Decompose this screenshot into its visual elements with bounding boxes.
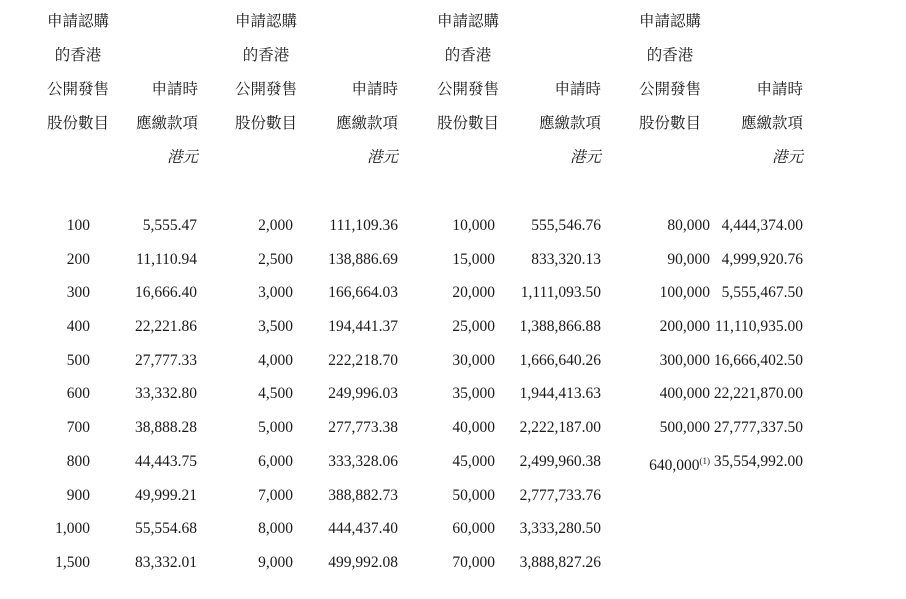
shares-cell: 400 bbox=[66, 318, 90, 336]
amount-cell: 33,332.80 bbox=[135, 385, 197, 403]
shares-header-1: 申請認購 的香港 公開發售 股份數目 bbox=[46, 12, 109, 132]
amount-cell: 444,437.40 bbox=[328, 520, 398, 538]
shares-cell: 8,000 bbox=[258, 520, 293, 538]
shares-cell: 5,000 bbox=[258, 419, 293, 437]
shares-cell: 400,000 bbox=[659, 385, 710, 403]
shares-cell: 300 bbox=[66, 284, 90, 302]
shares-cell: 9,000 bbox=[258, 553, 293, 571]
amount-cell: 111,109.36 bbox=[329, 217, 398, 234]
amount-cell: 5,555.47 bbox=[142, 217, 197, 234]
shares-cell: 80,000 bbox=[667, 217, 710, 234]
amount-cell: 35,554,992.00 bbox=[713, 452, 803, 470]
shares-cell: 3,500 bbox=[258, 318, 293, 336]
amount-cell: 1,944,413.63 bbox=[519, 385, 601, 403]
shares-cell: 700 bbox=[66, 419, 90, 437]
amount-column-4 bbox=[683, 209, 803, 479]
amount-cell: 16,666.40 bbox=[135, 284, 197, 302]
amount-cell: 11,110,935.00 bbox=[715, 318, 803, 336]
shares-cell: 6,000 bbox=[258, 452, 293, 470]
amount-cell: 22,221.86 bbox=[135, 318, 197, 336]
amount-cell: 833,320.13 bbox=[531, 250, 601, 268]
shares-cell: 10,000 bbox=[452, 217, 495, 234]
shares-cell: 40,000 bbox=[452, 419, 495, 437]
shares-header-2: 申請認購 的香港 公開發售 股份數目 bbox=[234, 12, 297, 132]
amount-cell: 44,443.75 bbox=[135, 452, 197, 470]
amount-cell: 49,999.21 bbox=[135, 486, 197, 504]
shares-cell: 200 bbox=[66, 250, 90, 268]
shares-cell: 100,000 bbox=[659, 284, 710, 302]
shares-cell: 50,000 bbox=[452, 486, 495, 504]
amount-cell: 1,388,866.88 bbox=[519, 318, 601, 336]
amount-header-1: 申請時 應繳款項 港元 bbox=[135, 80, 198, 166]
amount-cell: 3,333,280.50 bbox=[519, 520, 601, 538]
shares-cell: 900 bbox=[66, 486, 90, 504]
shares-cell: 2,000 bbox=[258, 217, 293, 234]
amount-cell: 333,328.06 bbox=[328, 452, 398, 470]
amount-cell: 4,999,920.76 bbox=[721, 250, 803, 268]
amount-cell: 1,666,640.26 bbox=[519, 351, 601, 369]
footnote-marker: (1) bbox=[699, 455, 710, 466]
shares-cell: 4,500 bbox=[258, 385, 293, 403]
amount-cell: 1,111,093.50 bbox=[520, 284, 601, 302]
amount-cell: 4,444,374.00 bbox=[721, 217, 803, 234]
amount-cell: 2,222,187.00 bbox=[519, 419, 601, 437]
shares-cell: 500 bbox=[66, 351, 90, 369]
amount-cell: 222,218.70 bbox=[328, 351, 398, 369]
shares-header-4: 申請認購 的香港 公開發售 股份數目 bbox=[638, 12, 701, 132]
shares-cell: 90,000 bbox=[667, 250, 710, 268]
amount-header-2: 申請時 應繳款項 港元 bbox=[335, 80, 398, 166]
shares-cell: 30,000 bbox=[452, 351, 495, 369]
shares-cell: 7,000 bbox=[258, 486, 293, 504]
amount-cell: 27,777.33 bbox=[135, 351, 197, 369]
amount-cell: 555,546.76 bbox=[531, 217, 601, 234]
amount-cell: 388,882.73 bbox=[328, 486, 398, 504]
shares-value: 640,000 bbox=[649, 456, 700, 474]
amount-header-4: 申請時 應繳款項 港元 bbox=[740, 80, 803, 166]
shares-cell: 100 bbox=[66, 217, 90, 234]
amount-cell: 499,992.08 bbox=[328, 553, 398, 571]
amount-column-3 bbox=[481, 209, 601, 580]
amount-cell: 83,332.01 bbox=[135, 553, 197, 571]
amount-cell: 11,110.94 bbox=[136, 250, 197, 268]
amount-column-2 bbox=[278, 209, 398, 580]
amount-cell: 5,555,467.50 bbox=[721, 284, 803, 302]
shares-cell: 60,000 bbox=[452, 520, 495, 538]
amount-cell: 2,777,733.76 bbox=[519, 486, 601, 504]
amount-cell: 166,664.03 bbox=[328, 284, 398, 302]
amount-cell: 277,773.38 bbox=[328, 419, 398, 437]
shares-cell: 4,000 bbox=[258, 351, 293, 369]
amount-cell: 38,888.28 bbox=[135, 419, 197, 437]
shares-cell: 2,500 bbox=[258, 250, 293, 268]
amount-cell: 2,499,960.38 bbox=[519, 452, 601, 470]
shares-cell: 25,000 bbox=[452, 318, 495, 336]
shares-cell: 20,000 bbox=[452, 284, 495, 302]
amount-column-1 bbox=[78, 209, 197, 580]
amount-cell: 194,441.37 bbox=[328, 318, 398, 336]
amount-cell: 22,221,870.00 bbox=[713, 385, 803, 403]
shares-cell: 200,000 bbox=[659, 318, 710, 336]
shares-cell: 1,000 bbox=[55, 520, 90, 538]
shares-cell: 3,000 bbox=[258, 284, 293, 302]
shares-cell: 1,500 bbox=[55, 553, 90, 571]
amount-cell: 16,666,402.50 bbox=[713, 351, 803, 369]
shares-cell: 500,000 bbox=[659, 419, 710, 437]
shares-cell: 600 bbox=[66, 385, 90, 403]
shares-cell: 15,000 bbox=[452, 250, 495, 268]
shares-cell: 300,000 bbox=[659, 351, 710, 369]
shares-cell: 70,000 bbox=[452, 553, 495, 571]
shares-cell: 35,000 bbox=[452, 385, 495, 403]
shares-header-3: 申請認購 的香港 公開發售 股份數目 bbox=[436, 12, 499, 132]
amount-cell: 27,777,337.50 bbox=[713, 419, 803, 437]
amount-cell: 3,888,827.26 bbox=[519, 553, 601, 571]
amount-cell: 249,996.03 bbox=[328, 385, 398, 403]
shares-cell: 800 bbox=[66, 452, 90, 470]
amount-header-3: 申請時 應繳款項 港元 bbox=[538, 80, 601, 166]
amount-cell: 138,886.69 bbox=[328, 250, 398, 268]
shares-cell: 45,000 bbox=[452, 452, 495, 470]
amount-cell: 55,554.68 bbox=[135, 520, 197, 538]
